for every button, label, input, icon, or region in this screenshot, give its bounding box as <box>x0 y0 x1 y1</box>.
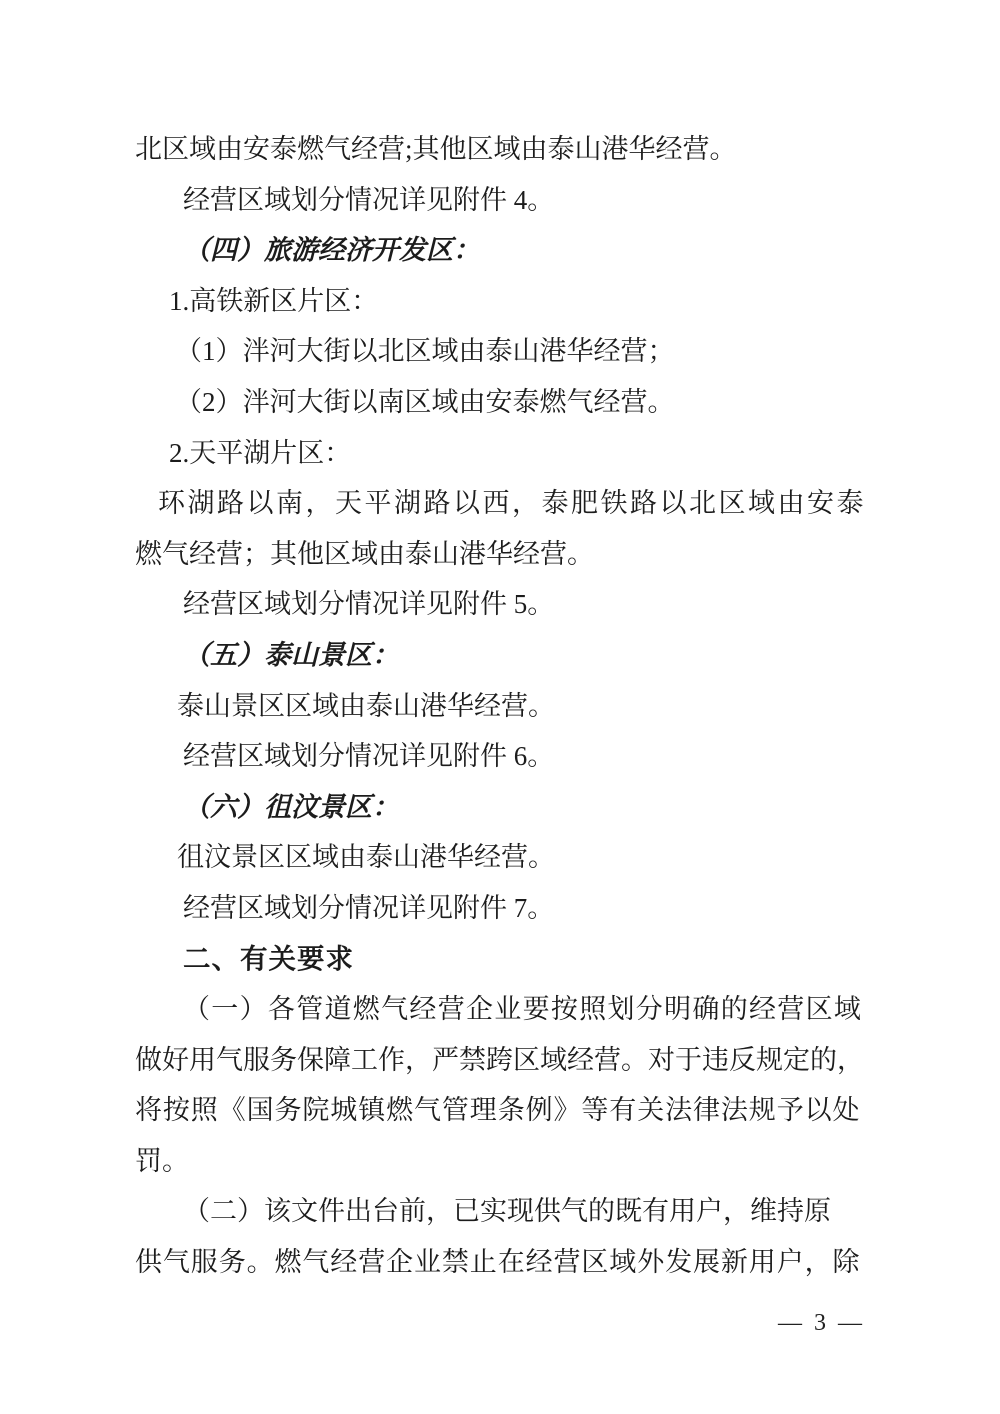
line-cont-north-area: 北区域由安泰燃气经营;其他区域由泰山港华经营。 <box>135 134 737 164</box>
para-requirement-2-line-1: （二）该文件出台前，已实现供气的既有用户，维持原 <box>183 1196 831 1227</box>
note-attachment-4: 经营区域划分情况详见附件 4。 <box>183 184 555 215</box>
para-tianpinghu-line-1: 环湖路以南，天平湖路以西，泰肥铁路以北区域由安泰 <box>158 488 866 519</box>
heading-section-five-taishan-scenic: （五）泰山景区： <box>183 639 399 670</box>
subitem-2-panhe-south: （2）泮河大街以南区域由安泰燃气经营。 <box>175 386 675 417</box>
item-2-tianpinghu-area: 2.天平湖片区： <box>169 437 352 468</box>
heading-section-six-cuwen-scenic: （六）徂汶景区： <box>183 791 399 822</box>
para-taishan-operator: 泰山景区区域由泰山港华经营。 <box>177 690 555 721</box>
para-tianpinghu-line-2: 燃气经营；其他区域由泰山港华经营。 <box>135 538 594 569</box>
para-requirement-2-line-2: 供气服务。燃气经营企业禁止在经营区域外发展新用户，除 <box>135 1247 861 1278</box>
para-requirement-1-line-4: 罚。 <box>135 1145 189 1176</box>
para-requirement-1-line-2: 做好用气服务保障工作，严禁跨区域经营。对于违反规定的， <box>135 1044 864 1075</box>
para-requirement-1-line-3: 将按照《国务院城镇燃气管理条例》等有关法律法规予以处 <box>135 1095 861 1126</box>
note-attachment-7: 经营区域划分情况详见附件 7。 <box>183 892 555 923</box>
para-cuwen-operator: 徂汶景区区域由泰山港华经营。 <box>177 842 555 873</box>
note-attachment-6: 经营区域划分情况详见附件 6。 <box>183 741 555 772</box>
page-number: — 3 — <box>778 1310 865 1336</box>
item-1-gaotie-new-district: 1.高铁新区片区： <box>169 285 379 316</box>
document-body <box>135 124 865 1288</box>
heading-part-two-requirements: 二、有关要求 <box>183 942 354 974</box>
heading-section-four-tourism-zone: （四）旅游经济开发区： <box>183 235 480 266</box>
para-requirement-1-line-1: （一）各管道燃气经营企业要按照划分明确的经营区域 <box>183 994 863 1025</box>
subitem-1-panhe-north: （1）泮河大街以北区域由泰山港华经营； <box>175 336 675 367</box>
note-attachment-5: 经营区域划分情况详见附件 5。 <box>183 589 555 620</box>
